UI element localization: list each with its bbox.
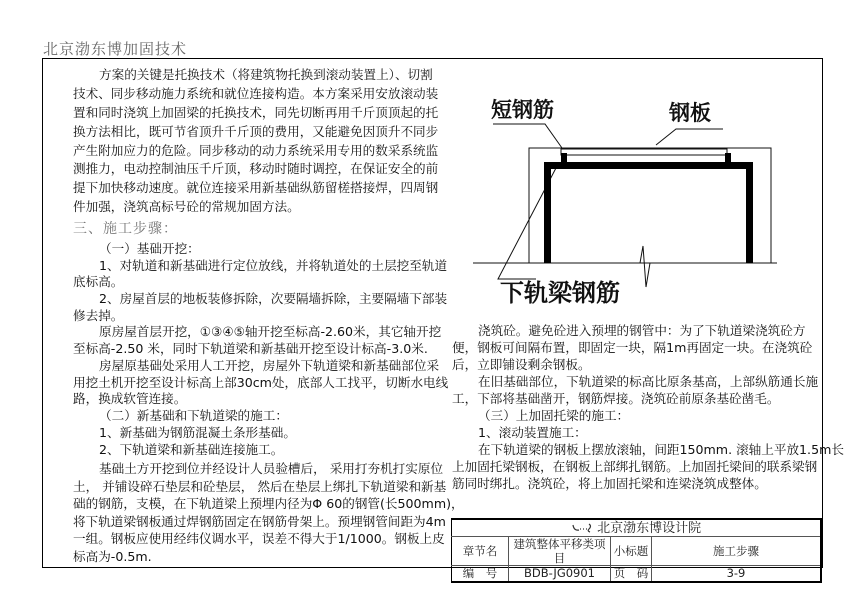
text-line: 将下轨道梁钢板通过焊钢筋固定在钢筋骨架上。预埋钢管间距为4m	[73, 513, 446, 529]
institute-name: 北京渤东博设计院	[597, 520, 702, 536]
text-line: 件加强，浇筑高标号砼的常规加固方法。	[73, 199, 300, 215]
text-line: 1、滚动装置施工：	[478, 425, 587, 440]
text-line: 用挖土机开挖至设计标高上部30cm处，底部人工找平，切断水电线	[73, 374, 449, 390]
text-line: 在旧基础部位，下轨道梁的标高比原条基高，上部纵筋通长施	[478, 374, 819, 389]
label-short-rebar: 短钢筋	[491, 98, 554, 122]
text-line: 1、对轨道和新基础进行定位放线，并将轨道处的土层挖至轨道	[99, 257, 448, 273]
page-value: 3-9	[652, 566, 822, 582]
label-steel-plate: 钢板	[669, 101, 711, 125]
text-line: 修去掉。	[73, 307, 124, 323]
break-symbol	[640, 246, 777, 287]
text-line: （三）上加固托梁的施工：	[478, 408, 630, 423]
label-lower-beam-rebar: 下轨梁钢筋	[500, 279, 620, 307]
text-line: 底标高。	[73, 274, 124, 290]
institute-cell	[452, 519, 822, 537]
text-line: 路，换成软管连接。	[73, 391, 187, 407]
text-line: 1、新基础为钢筋混凝土条形基础。	[99, 425, 296, 440]
short-rebar-right	[725, 153, 731, 163]
text-line: 础的钢筋，支模，在下轨道梁上预埋内径为Φ 60的钢管(长500mm)，	[73, 496, 464, 511]
short-rebar-left	[561, 153, 567, 163]
text-line: 便，钢板可间隔布置，即固定一块，隔1m再固定一块。在浇筑砼	[452, 340, 813, 355]
text-line: 换方法相比，既可节省顶升千斤顶的费用，又能避免因顶升不同步	[73, 123, 439, 139]
text-line: 2、下轨道梁和新基础连接施工。	[99, 441, 284, 457]
number-label: 编 号	[452, 566, 509, 582]
text-line: 基础土方开挖到位并经设计人员验槽后， 采用打夯机打实原位	[99, 461, 444, 476]
text-line: 提下加快移动速度。就位连接采用新基础纵筋留槎搭接焊，四周钢	[73, 180, 439, 196]
section-heading: 三、施工步骤：	[73, 221, 178, 237]
title-block	[451, 518, 822, 583]
leader-short-rebar	[493, 124, 562, 148]
text-line: 测推力，电动控制油压千斤顶，移动时随时调控，在保证安全的前	[73, 161, 439, 177]
text-line: 一组。钢板应使用经纬仪调水平，误差不得大于1/1000。钢板上皮	[73, 531, 445, 546]
chapter-value: 建筑整体平移类项目	[509, 537, 611, 566]
text-line: 技术、同步移动施力系统和就位连接构造。本方案采用安放滚动装	[73, 85, 439, 101]
subtitle-value: 施工步骤	[652, 537, 822, 566]
number-value: BDB-JG0901	[509, 566, 611, 582]
text-line: 土， 并铺设碎石垫层和砼垫层， 然后在垫层上绑扎下轨道梁和新基	[73, 478, 447, 494]
text-line: 在下轨道梁的钢板上摆放滚轴，间距150mm. 滚轴上平放1.5m长	[478, 442, 844, 457]
steel-plate	[561, 149, 727, 155]
text-line: （二）新基础和下轨道梁的施工：	[99, 407, 288, 423]
page-label: 页 码	[611, 566, 652, 582]
text-line: 标高为-0.5m.	[73, 548, 152, 564]
text-line: 工，下部将基础凿开，钢筋焊接。浇筑砼前原条基砼凿毛。	[452, 391, 780, 406]
text-line: 原房屋首层开挖，①③④⑤轴开挖至标高-2.60米，其它轴开挖	[99, 324, 442, 340]
text-line: （一）基础开挖：	[99, 241, 200, 256]
text-line: 2、房屋首层的地板装修拆除，次要隔墙拆除，主要隔墙下部装	[99, 291, 448, 307]
text-line: 方案的关键是托换技术（将建筑物托换到滚动装置上）、切割	[99, 67, 433, 82]
text-line: 上加固托梁钢板，在钢板上部绑扎钢筋。上加固托梁间的联系梁钢	[452, 459, 818, 474]
text-line: 后，立即铺设剩余钢板。	[452, 357, 591, 372]
text-line: 产生附加应力的危险。同步移动的动力系统采用专用的数采系统监	[73, 142, 439, 158]
text-line: 房屋原基础处采用人工开挖，房屋外下轨道梁和新基础部位采	[99, 357, 440, 373]
document-header: 北京渤东博加固技术	[43, 40, 188, 58]
leader-steel-plate	[656, 129, 723, 145]
lower-beam-rebar	[544, 162, 753, 263]
logo-icon	[571, 521, 593, 533]
text-line: 置和同时浇筑上加固梁的托换技术，同先切断再用千斤顶顶起的托	[73, 104, 439, 120]
text-line: 浇筑砼。避免砼进入预埋的钢管中：为了下轨道梁浇筑砼方	[478, 323, 806, 338]
text-line: 至标高-2.50 米，同时下轨道梁和新基础开挖至设计标高-3.0米.	[73, 341, 428, 357]
chapter-label: 章节名	[452, 537, 509, 566]
text-line: 筋同时绑扎。浇筑砼，将上加固托梁和连梁浇筑成整体。	[452, 476, 767, 491]
subtitle-label: 小标题	[611, 537, 652, 566]
